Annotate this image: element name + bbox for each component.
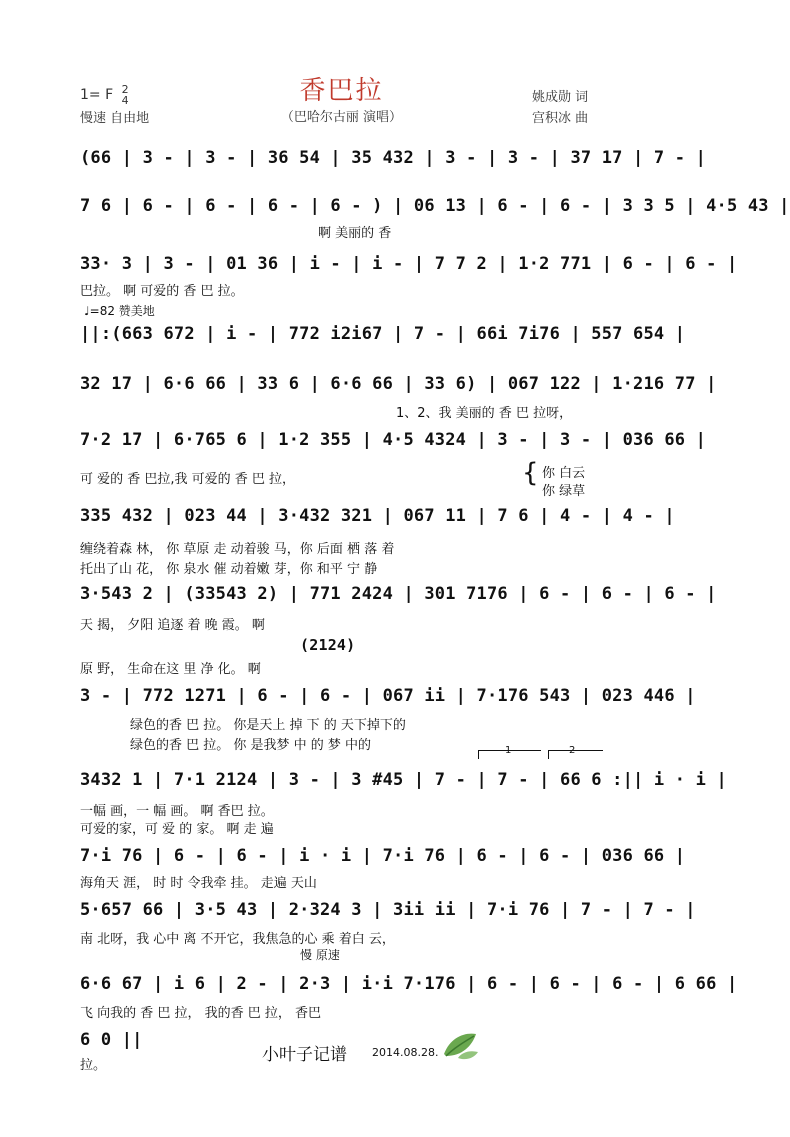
first-ending-number: 1 bbox=[505, 745, 512, 756]
staff-line-15-lyrics: 拉。 bbox=[80, 1058, 107, 1073]
staff-line-8-notes: 3·543 2 | (33543 2) | 771 2424 | 301 7176 | 6 - | 6 - | 6 - | bbox=[80, 584, 717, 604]
staff-line-11-lyrics-verse1: 一幅 画，一 幅 画。 啊 香巴 拉。 bbox=[80, 804, 274, 819]
staff-line-10-lyrics-verse1: 绿色的香 巴 拉。 你是天上 掉 下 的 天下掉下的 bbox=[130, 718, 406, 733]
performer-subtitle: （巴哈尔古丽 演唱） bbox=[280, 110, 403, 125]
first-ending-bracket bbox=[478, 745, 541, 759]
staff-line-14-lyrics: 飞 向我的 香 巴 拉， 我的香 巴 拉， 香巴 bbox=[80, 1006, 322, 1021]
tempo-changes: 慢 原速 bbox=[300, 948, 340, 962]
staff-line-8-lyrics: 天 揭， 夕阳 追逐 着 晚 霞。 啊 bbox=[80, 618, 265, 633]
key-signature bbox=[80, 84, 129, 106]
verse1-alt-lyrics: 你 白云 bbox=[542, 466, 586, 481]
song-title: 香巴拉 bbox=[299, 76, 384, 106]
transcriber-signature: 小叶子记谱 bbox=[262, 1045, 347, 1065]
tempo-change-mark: ♩=82 赞美地 bbox=[84, 304, 155, 318]
time-top: 2 bbox=[121, 83, 129, 96]
staff-line-2-notes: 7 6 | 6 - | 6 - | 6 - | 6 - ) | 06 13 | 6 - | 6 - | 3 3 5 | 4·5 43 | bbox=[80, 196, 790, 216]
transcription-date: 2014.08.28. bbox=[372, 1046, 439, 1059]
staff-line-13-notes: 5·657 66 | 3·5 43 | 2·324 3 | 3ii ii | 7·i 76 | 7 - | 7 - | bbox=[80, 900, 696, 920]
staff-line-15-notes: 6 0 || bbox=[80, 1030, 143, 1050]
staff-line-9-lyrics: 原 野， 生命在这 里 净 化。 啊 bbox=[80, 662, 261, 677]
second-ending-number: 2 bbox=[569, 745, 576, 756]
leaf-icon bbox=[440, 1028, 480, 1062]
staff-line-2-lyrics: 啊 美丽的 香 bbox=[318, 226, 392, 241]
staff-line-14-notes: 6·6 67 | i 6 | 2 - | 2·3 | i·i 7·176 | 6 - | 6 - | 6 - | 6 66 | bbox=[80, 974, 738, 994]
staff-line-9-notes: (2124) bbox=[300, 636, 356, 654]
staff-line-11-lyrics-verse2: 可爱的家，可 爱 的 家。 啊 走 遍 bbox=[80, 822, 274, 837]
staff-line-11-notes: 3432 1 | 7·1 2124 | 3 - | 3 #45 | 7 - | 7 - | 66 6 :|| i · i | bbox=[80, 770, 727, 790]
staff-line-3-notes: 33· 3 | 3 - | 01 36 | i - | i - | 7 7 2 | 1·2 771 | 6 - | 6 - | bbox=[80, 254, 738, 274]
staff-line-7-lyrics-verse2: 托出了山 花， 你 泉水 催 动着嫩 芽，你 和平 宁 静 bbox=[80, 562, 378, 577]
staff-line-5-notes: 32 17 | 6·6 66 | 33 6 | 6·6 66 | 33 6) | 067 122 | 1·216 77 | bbox=[80, 374, 717, 394]
verse2-alt-lyrics: 你 绿草 bbox=[542, 484, 586, 499]
staff-line-5-lyrics: 1、2、我 美丽的 香 巴 拉呀， bbox=[396, 406, 573, 421]
second-ending-bracket bbox=[548, 745, 603, 759]
staff-line-1-notes: (66 | 3 - | 3 - | 36 54 | 35 432 | 3 - | 3 - | 37 17 | 7 - | bbox=[80, 148, 707, 168]
staff-line-7-notes: 335 432 | 023 44 | 3·432 321 | 067 11 | 7 6 | 4 - | 4 - | bbox=[80, 506, 675, 526]
time-signature bbox=[122, 84, 129, 106]
verse-brace: { bbox=[522, 458, 539, 488]
staff-line-10-notes: 3 - | 772 1271 | 6 - | 6 - | 067 ii | 7·176 543 | 023 446 | bbox=[80, 686, 696, 706]
composer: 宫积冰 曲 bbox=[532, 111, 589, 126]
time-bottom: 4 bbox=[121, 94, 129, 107]
key-label: 1= F bbox=[80, 87, 114, 103]
staff-line-4-notes: ||:(663 672 | i - | 772 i2i67 | 7 - | 66i 7i76 | 557 654 | bbox=[80, 324, 686, 344]
staff-line-6-lyrics: 可 爱的 香 巴拉,我 可爱的 香 巴 拉， bbox=[80, 472, 296, 487]
lyricist: 姚成勋 词 bbox=[532, 90, 589, 105]
staff-line-7-lyrics-verse1: 缠绕着森 林， 你 草原 走 动着骏 马，你 后面 栖 落 着 bbox=[80, 542, 395, 557]
tempo-marking: 慢速 自由地 bbox=[80, 111, 150, 126]
staff-line-12-notes: 7·i 76 | 6 - | 6 - | i · i | 7·i 76 | 6 - | 6 - | 036 66 | bbox=[80, 846, 686, 866]
staff-line-10-lyrics-verse2: 绿色的香 巴 拉。 你 是我梦 中 的 梦 中的 bbox=[130, 738, 372, 753]
staff-line-6-notes: 7·2 17 | 6·765 6 | 1·2 355 | 4·5 4324 | 3 - | 3 - | 036 66 | bbox=[80, 430, 707, 450]
staff-line-13-lyrics: 南 北呀，我 心中 离 不开它，我焦急的心 乘 着白 云， bbox=[80, 932, 395, 947]
staff-line-12-lyrics: 海角天 涯， 时 时 令我牵 挂。 走遍 天山 bbox=[80, 876, 317, 891]
staff-line-3-lyrics: 巴拉。 啊 可爱的 香 巴 拉。 bbox=[80, 284, 244, 299]
